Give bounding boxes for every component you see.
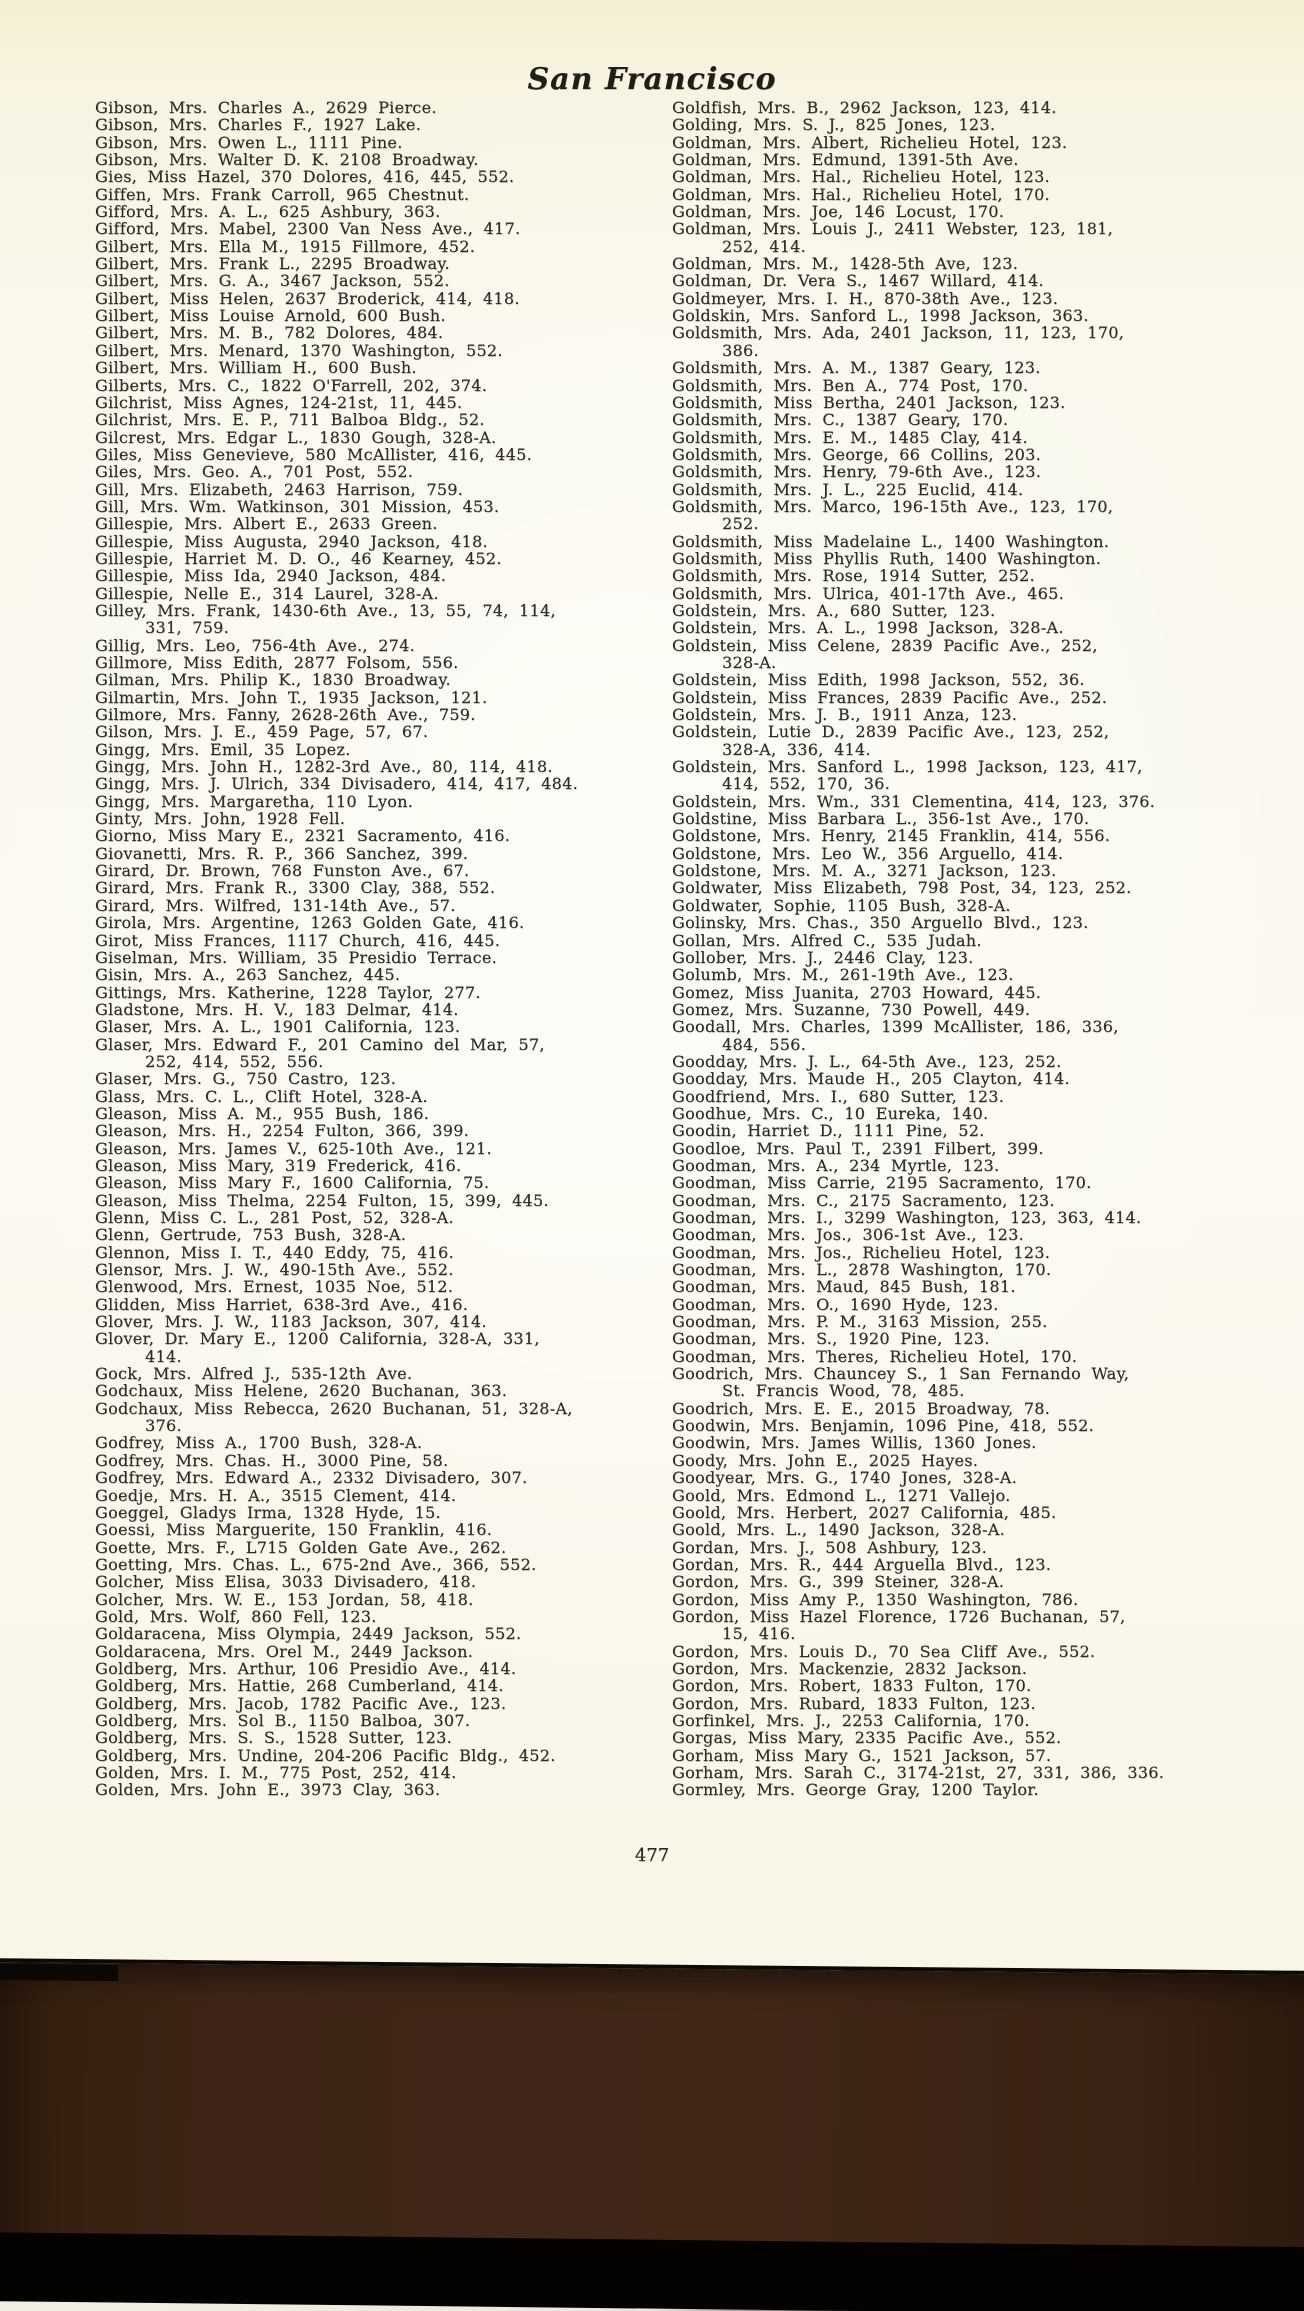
directory-entry: Goodrich, Mrs. E. E., 2015 Broadway, 78.: [672, 1398, 1051, 1418]
directory-entry: Gilson, Mrs. J. E., 459 Page, 57, 67.: [95, 722, 429, 742]
scan-band-brown: [0, 1958, 1304, 2272]
directory-entry: Gibson, Mrs. Charles A., 2629 Pierce.: [95, 98, 437, 117]
page-title: San Francisco: [527, 62, 777, 97]
directory-entry: Goldaracena, Mrs. Orel M., 2449 Jackson.: [95, 1641, 474, 1661]
directory-entry: Goldstein, Mrs. J. B., 1911 Anza, 123.: [672, 705, 1018, 725]
directory-entry: Gladstone, Mrs. H. V., 183 Delmar, 414.: [95, 999, 459, 1019]
directory-entry: Gordon, Mrs. Louis D., 70 Sea Cliff Ave., 552.: [672, 1641, 1096, 1661]
directory-column-right: [672, 99, 1287, 1799]
directory-entry: Goodman, Mrs. Theres, Richelieu Hotel, 170.: [672, 1346, 1078, 1366]
directory-entry: Gordon, Miss Hazel Florence, 1726 Buchanan, 57,: [672, 1606, 1126, 1626]
directory-entry: Gilley, Mrs. Frank, 1430-6th Ave., 13, 55, 74, 114,: [95, 600, 556, 620]
directory-entry: Goette, Mrs. F., L715 Golden Gate Ave., 262.: [95, 1537, 507, 1557]
directory-entry: Gingg, Mrs. J. Ulrich, 334 Divisadero, 414, 417, 484.: [95, 774, 579, 794]
directory-entry-continuation: 252, 414.: [722, 236, 807, 256]
directory-entry: Goldman, Mrs. Albert, Richelieu Hotel, 123.: [672, 132, 1068, 152]
directory-entry: Gleason, Miss Thelma, 2254 Fulton, 15, 399, 445.: [95, 1190, 549, 1210]
directory-entry: Goldsmith, Mrs. A. M., 1387 Geary, 123.: [672, 358, 1041, 378]
directory-entry: Gilbert, Mrs. M. B., 782 Dolores, 484.: [95, 323, 444, 343]
directory-entry-continuation: 328-A, 336, 414.: [722, 739, 871, 759]
directory-entry: Girola, Mrs. Argentine, 1263 Golden Gate, 416.: [95, 913, 525, 933]
directory-entry: Goetting, Mrs. Chas. L., 675-2nd Ave., 366, 552.: [95, 1554, 537, 1574]
directory-entry: Gillespie, Nelle E., 314 Laurel, 328-A.: [95, 583, 439, 603]
directory-entry: Gorham, Mrs. Sarah C., 3174-21st, 27, 331, 386, 336.: [672, 1763, 1165, 1782]
directory-entry: Gittings, Mrs. Katherine, 1228 Taylor, 277.: [95, 982, 481, 1002]
directory-entry: Goldman, Mrs. Hal., Richelieu Hotel, 123.: [672, 167, 1050, 187]
directory-entry: Giovanetti, Mrs. R. P., 366 Sanchez, 399.: [95, 843, 469, 863]
directory-entry: Gilmartin, Mrs. John T., 1935 Jackson, 121.: [95, 687, 488, 707]
directory-entry: Gilbert, Mrs. William H., 600 Bush.: [95, 358, 417, 378]
directory-entry: Gisin, Mrs. A., 263 Sanchez, 445.: [95, 965, 401, 985]
directory-entry: Gilchrist, Miss Agnes, 124-21st, 11, 445.: [95, 392, 463, 412]
directory-entry: Goldstone, Mrs. Leo W., 356 Arguello, 414.: [672, 843, 1064, 863]
directory-entry: Goldstein, Mrs. A. L., 1998 Jackson, 328-A.: [672, 618, 1064, 638]
directory-entry: Goodman, Mrs. I., 3299 Washington, 123, 363, 414.: [672, 1208, 1142, 1227]
directory-entry: Glaser, Mrs. A. L., 1901 California, 123.: [95, 1017, 461, 1037]
directory-entry: Goodman, Miss Carrie, 2195 Sacramento, 170.: [672, 1173, 1092, 1193]
directory-entry: Goldman, Mrs. Louis J., 2411 Webster, 123, 181,: [672, 219, 1114, 239]
directory-entry: Goldaracena, Miss Olympia, 2449 Jackson, 552.: [95, 1624, 522, 1644]
directory-entry: Goldstein, Miss Frances, 2839 Pacific Ave., 252.: [672, 687, 1108, 707]
directory-entry: Gifford, Mrs. Mabel, 2300 Van Ness Ave., 417.: [95, 219, 521, 239]
directory-entry: Gorfinkel, Mrs. J., 2253 California, 170.: [672, 1710, 1030, 1730]
directory-entry: Gilmore, Mrs. Fanny, 2628-26th Ave., 759.: [95, 705, 476, 725]
directory-entry: Goessi, Miss Marguerite, 150 Franklin, 416.: [95, 1520, 493, 1540]
directory-entry: Godchaux, Miss Helene, 2620 Buchanan, 363.: [95, 1381, 508, 1401]
directory-entry: Golden, Mrs. John E., 3973 Clay, 363.: [95, 1780, 441, 1800]
directory-entry: Girard, Mrs. Wilfred, 131-14th Ave., 57.: [95, 895, 456, 915]
directory-entry-continuation: 328-A.: [722, 653, 777, 672]
directory-entry: Gordon, Mrs. Mackenzie, 2832 Jackson.: [672, 1658, 1028, 1678]
directory-entry: Goodman, Mrs. P. M., 3163 Mission, 255.: [672, 1312, 1048, 1332]
directory-entry: Gingg, Mrs. Emil, 35 Lopez.: [95, 739, 351, 759]
directory-entry: Godchaux, Miss Rebecca, 2620 Buchanan, 51, 328-A,: [95, 1398, 573, 1418]
directory-entry-continuation: 15, 416.: [722, 1624, 796, 1644]
directory-entry: Goodall, Mrs. Charles, 1399 McAllister, 186, 336,: [672, 1017, 1119, 1037]
directory-entry: Glidden, Miss Harriet, 638-3rd Ave., 416.: [95, 1294, 469, 1314]
directory-entry: Girard, Dr. Brown, 768 Funston Ave., 67.: [95, 861, 470, 881]
directory-entry: Gill, Mrs. Elizabeth, 2463 Harrison, 759.: [95, 479, 464, 499]
directory-entry: Gomez, Mrs. Suzanne, 730 Powell, 449.: [672, 999, 1031, 1019]
directory-entry: Gleason, Mrs. James V., 625-10th Ave., 121.: [95, 1138, 492, 1158]
directory-entry: Gleason, Miss Mary, 319 Frederick, 416.: [95, 1155, 462, 1175]
directory-entry: Golden, Mrs. I. M., 775 Post, 252, 414.: [95, 1763, 457, 1782]
directory-entry: Gibson, Mrs. Walter D. K. 2108 Broadway.: [95, 150, 479, 170]
directory-entry: Goldsmith, Miss Bertha, 2401 Jackson, 123.: [672, 392, 1066, 412]
directory-entry: Gorham, Miss Mary G., 1521 Jackson, 57.: [672, 1745, 1052, 1765]
directory-entry: Glaser, Mrs. Edward F., 201 Camino del Mar, 57,: [95, 1034, 545, 1054]
directory-entry: Gingg, Mrs. John H., 1282-3rd Ave., 80, 114, 418.: [95, 757, 553, 777]
directory-entry: Goldsmith, Mrs. Henry, 79-6th Ave., 123.: [672, 462, 1042, 482]
directory-entry: Gollan, Mrs. Alfred C., 535 Judah.: [672, 930, 982, 950]
directory-entry: Goldberg, Mrs. Jacob, 1782 Pacific Ave., 123.: [95, 1693, 507, 1713]
directory-entry: Goody, Mrs. John E., 2025 Hayes.: [672, 1450, 979, 1470]
directory-entry: Gilcrest, Mrs. Edgar L., 1830 Gough, 328-A.: [95, 427, 497, 447]
directory-entry: Goldstein, Miss Edith, 1998 Jackson, 552, 36.: [672, 670, 1085, 690]
directory-entry: Gollober, Mrs. J., 2446 Clay, 123.: [672, 947, 974, 967]
directory-entry: Goldskin, Mrs. Sanford L., 1998 Jackson, 363.: [672, 306, 1089, 326]
directory-entry: Goodloe, Mrs. Paul T., 2391 Filbert, 399.: [672, 1138, 1044, 1158]
directory-entry-continuation: 414, 552, 170, 36.: [722, 774, 890, 794]
directory-entry: Goeggel, Gladys Irma, 1328 Hyde, 15.: [95, 1502, 441, 1522]
directory-entry: Goodman, Mrs. L., 2878 Washington, 170.: [672, 1260, 1052, 1280]
directory-entry: Goldsmith, Miss Madelaine L., 1400 Washington.: [672, 531, 1110, 551]
directory-entry: Gillig, Mrs. Leo, 756-4th Ave., 274.: [95, 635, 416, 655]
directory-entry: Goldberg, Mrs. Arthur, 106 Presidio Ave., 414.: [95, 1658, 517, 1678]
directory-entry: Gordan, Mrs. R., 444 Arguella Blvd., 123.: [672, 1554, 1052, 1574]
directory-entry-continuation: 252.: [722, 514, 759, 534]
directory-entry: Goldman, Mrs. Edmund, 1391-5th Ave.: [672, 150, 1019, 170]
directory-entry: Godfrey, Mrs. Chas. H., 3000 Pine, 58.: [95, 1450, 449, 1470]
directory-entry: Goodhue, Mrs. C., 10 Eureka, 140.: [672, 1103, 989, 1123]
page-number: 477: [634, 1845, 670, 1866]
directory-entry: Glass, Mrs. C. L., Clift Hotel, 328-A.: [95, 1086, 428, 1106]
directory-entry: Glenn, Miss C. L., 281 Post, 52, 328-A.: [95, 1208, 454, 1227]
directory-entry: Goold, Mrs. Herbert, 2027 California, 485.: [672, 1502, 1057, 1522]
directory-entry: Goodday, Mrs. J. L., 64-5th Ave., 123, 252.: [672, 1051, 1062, 1071]
directory-entry: Gleason, Miss Mary F., 1600 California, 75.: [95, 1173, 490, 1193]
directory-entry: Gordon, Miss Amy P., 1350 Washington, 786.: [672, 1589, 1079, 1609]
directory-entry: Goldsmith, Mrs. George, 66 Collins, 203.: [672, 444, 1041, 464]
directory-entry: Goldman, Mrs. M., 1428-5th Ave, 123.: [672, 254, 1019, 274]
directory-entry: Goold, Mrs. Edmond L., 1271 Vallejo.: [672, 1485, 1011, 1505]
directory-entry: Giles, Miss Genevieve, 580 McAllister, 416, 445.: [95, 444, 532, 464]
directory-entry: Goodman, Mrs. S., 1920 Pine, 123.: [672, 1329, 990, 1349]
directory-entry: Girard, Mrs. Frank R., 3300 Clay, 388, 552.: [95, 878, 496, 898]
directory-entry: Glover, Dr. Mary E., 1200 California, 328-A, 331,: [95, 1329, 540, 1349]
directory-entry: Goldstein, Mrs. Wm., 331 Clementina, 414, 123, 376.: [672, 791, 1156, 811]
directory-entry: Goldberg, Mrs. Hattie, 268 Cumberland, 414.: [95, 1676, 504, 1696]
scan-edge-shadow: [0, 1964, 118, 1981]
directory-entry: Gillespie, Mrs. Albert E., 2633 Green.: [95, 514, 438, 534]
directory-entry: Gordon, Mrs. Robert, 1833 Fulton, 170.: [672, 1676, 1032, 1696]
directory-entry: Glover, Mrs. J. W., 1183 Jackson, 307, 414.: [95, 1312, 487, 1332]
directory-entry: Gilbert, Miss Helen, 2637 Broderick, 414, 418.: [95, 288, 520, 308]
directory-entry: Gilbert, Mrs. Frank L., 2295 Broadway.: [95, 254, 450, 274]
directory-entry: Godfrey, Mrs. Edward A., 2332 Divisadero, 307.: [95, 1468, 528, 1488]
directory-entry: Gormley, Mrs. George Gray, 1200 Taylor.: [672, 1780, 1039, 1800]
directory-entry: Gordon, Mrs. G., 399 Steiner, 328-A.: [672, 1572, 1005, 1592]
directory-entry: Goodman, Mrs. Maud, 845 Bush, 181.: [672, 1277, 1016, 1297]
directory-entry: Golding, Mrs. S. J., 825 Jones, 123.: [672, 115, 996, 135]
directory-entry-continuation: 252, 414, 552, 556.: [145, 1051, 324, 1071]
directory-entry: Goldman, Dr. Vera S., 1467 Willard, 414.: [672, 271, 1044, 291]
directory-entry: Goldwater, Miss Elizabeth, 798 Post, 34, 123, 252.: [672, 878, 1132, 898]
directory-entry: Goodin, Harriet D., 1111 Pine, 52.: [672, 1121, 985, 1141]
directory-entry: Goodyear, Mrs. G., 1740 Jones, 328-A.: [672, 1468, 1017, 1488]
directory-entry: Godfrey, Miss A., 1700 Bush, 328-A.: [95, 1433, 423, 1453]
directory-entry: Gillespie, Harriet M. D. O., 46 Kearney, 452.: [95, 548, 502, 568]
directory-entry: Gorgas, Miss Mary, 2335 Pacific Ave., 552.: [672, 1728, 1062, 1748]
directory-entry: Gilbert, Mrs. Ella M., 1915 Fillmore, 452.: [95, 236, 476, 256]
directory-entry: Glenwood, Mrs. Ernest, 1035 Noe, 512.: [95, 1277, 454, 1297]
directory-entry-continuation: St. Francis Wood, 78, 485.: [722, 1381, 965, 1401]
directory-entry: Gibson, Mrs. Owen L., 1111 Pine.: [95, 132, 403, 152]
directory-entry: Gilman, Mrs. Philip K., 1830 Broadway.: [95, 670, 451, 690]
directory-entry: Goodday, Mrs. Maude H., 205 Clayton, 414.: [672, 1069, 1070, 1089]
directory-entry: Goodfriend, Mrs. I., 680 Sutter, 123.: [672, 1086, 1005, 1106]
directory-entry: Gillespie, Miss Ida, 2940 Jackson, 484.: [95, 566, 447, 586]
directory-entry: Golumb, Mrs. M., 261-19th Ave., 123.: [672, 965, 1014, 985]
directory-entry: Glensor, Mrs. J. W., 490-15th Ave., 552.: [95, 1260, 454, 1280]
directory-entry: Golcher, Mrs. W. E., 153 Jordan, 58, 418.: [95, 1589, 474, 1609]
directory-entry-continuation: 484, 556.: [722, 1034, 807, 1054]
directory-entry: Goldsmith, Mrs. Ada, 2401 Jackson, 11, 123, 170,: [672, 323, 1125, 343]
directory-entry: Golinsky, Mrs. Chas., 350 Arguello Blvd., 123.: [672, 913, 1089, 933]
directory-entry: Goldstein, Mrs. A., 680 Sutter, 123.: [672, 600, 996, 620]
directory-entry: Gilchrist, Mrs. E. P., 711 Balboa Bldg., 52.: [95, 410, 485, 430]
directory-entry: Goldsmith, Mrs. Ulrica, 401-17th Ave., 465.: [672, 583, 1064, 603]
directory-entry: Goodwin, Mrs. James Willis, 1360 Jones.: [672, 1433, 1037, 1453]
directory-entry: Girot, Miss Frances, 1117 Church, 416, 445.: [95, 930, 501, 950]
directory-entry: Goldsmith, Miss Phyllis Ruth, 1400 Washington.: [672, 548, 1102, 568]
directory-entry: Goodman, Mrs. A., 234 Myrtle, 123.: [672, 1155, 1000, 1175]
directory-entry: Gleason, Miss A. M., 955 Bush, 186.: [95, 1103, 430, 1123]
directory-entry: Goldsmith, Mrs. Marco, 196-15th Ave., 123, 170,: [672, 496, 1114, 516]
directory-entry: Gillespie, Miss Augusta, 2940 Jackson, 418.: [95, 531, 488, 551]
directory-entry: Giselman, Mrs. William, 35 Presidio Terrace.: [95, 947, 497, 967]
directory-entry: Gilberts, Mrs. C., 1822 O'Farrell, 202, 374.: [95, 375, 488, 395]
directory-entry-continuation: 386.: [722, 340, 759, 360]
directory-entry: Goold, Mrs. L., 1490 Jackson, 328-A.: [672, 1520, 1005, 1540]
directory-entry: Goldstine, Miss Barbara L., 356-1st Ave., 170.: [672, 809, 1090, 829]
directory-entry: Goldsmith, Mrs. J. L., 225 Euclid, 414.: [672, 479, 1024, 499]
directory-entry: Gilbert, Mrs. G. A., 3467 Jackson, 552.: [95, 271, 450, 291]
directory-entry: Gold, Mrs. Wolf, 860 Fell, 123.: [95, 1606, 377, 1626]
directory-entry: Goldberg, Mrs. Undine, 204-206 Pacific Bldg., 452.: [95, 1745, 556, 1765]
directory-entry: Goldsmith, Mrs. Rose, 1914 Sutter, 252.: [672, 566, 1035, 586]
directory-entry: Goodrich, Mrs. Chauncey S., 1 San Fernando Way,: [672, 1364, 1130, 1384]
directory-entry: Goldwater, Sophie, 1105 Bush, 328-A.: [672, 895, 1011, 915]
directory-entry: Goldberg, Mrs. Sol B., 1150 Balboa, 307.: [95, 1710, 471, 1730]
directory-entry: Goldsmith, Mrs. C., 1387 Geary, 170.: [672, 410, 1009, 430]
directory-entry-continuation: 414.: [145, 1346, 182, 1366]
directory-entry: Goldberg, Mrs. S. S., 1528 Sutter, 123.: [95, 1728, 452, 1748]
directory-entry: Goldstein, Miss Celene, 2839 Pacific Ave., 252,: [672, 635, 1098, 655]
directory-entry: Giles, Mrs. Geo. A., 701 Post, 552.: [95, 462, 414, 482]
directory-entry: Gies, Miss Hazel, 370 Dolores, 416, 445, 552.: [95, 167, 515, 187]
directory-entry: Gilbert, Miss Louise Arnold, 600 Bush.: [95, 306, 446, 326]
directory-entry: Giffen, Mrs. Frank Carroll, 965 Chestnut.: [95, 184, 470, 204]
directory-entry: Gordon, Mrs. Rubard, 1833 Fulton, 123.: [672, 1693, 1036, 1713]
directory-entry: Ginty, Mrs. John, 1928 Fell.: [95, 809, 346, 829]
directory-entry: Goldmeyer, Mrs. I. H., 870-38th Ave., 123.: [672, 288, 1059, 308]
directory-entry: Gomez, Miss Juanita, 2703 Howard, 445.: [672, 982, 1042, 1002]
directory-entry: Goldstone, Mrs. M. A., 3271 Jackson, 123.: [672, 861, 1057, 881]
directory-entry: Goldfish, Mrs. B., 2962 Jackson, 123, 414.: [672, 98, 1057, 117]
directory-entry: Goodman, Mrs. C., 2175 Sacramento, 123.: [672, 1190, 1055, 1210]
directory-entry: Gilbert, Mrs. Menard, 1370 Washington, 552.: [95, 340, 503, 360]
directory-entry: Goodman, Mrs. Jos., Richelieu Hotel, 123.: [672, 1242, 1051, 1262]
directory-entry: Goodman, Mrs. O., 1690 Hyde, 123.: [672, 1294, 999, 1314]
directory-entry: Goedje, Mrs. H. A., 3515 Clement, 414.: [95, 1485, 457, 1505]
directory-entry: Gleason, Mrs. H., 2254 Fulton, 366, 399.: [95, 1121, 470, 1141]
directory-entry: Goldsmith, Mrs. E. M., 1485 Clay, 414.: [672, 427, 1028, 447]
directory-entry: Giorno, Miss Mary E., 2321 Sacramento, 416.: [95, 826, 511, 846]
directory-entry: Gillmore, Miss Edith, 2877 Folsom, 556.: [95, 653, 459, 672]
directory-entry: Gock, Mrs. Alfred J., 535-12th Ave.: [95, 1364, 413, 1384]
directory-entry: Gibson, Mrs. Charles F., 1927 Lake.: [95, 115, 422, 135]
directory-entry: Goldstein, Lutie D., 2839 Pacific Ave., 123, 252,: [672, 722, 1110, 742]
directory-entry: Goldstone, Mrs. Henry, 2145 Franklin, 414, 556.: [672, 826, 1111, 846]
scan-bottom-area: [0, 1950, 1304, 2311]
directory-entry: Goldsmith, Mrs. Ben A., 774 Post, 170.: [672, 375, 1029, 395]
directory-entry: Gill, Mrs. Wm. Watkinson, 301 Mission, 453.: [95, 496, 500, 516]
directory-entry: Goodwin, Mrs. Benjamin, 1096 Pine, 418, 552.: [672, 1416, 1094, 1436]
directory-entry: Gordan, Mrs. J., 508 Ashbury, 123.: [672, 1537, 987, 1557]
directory-entry: Goodman, Mrs. Jos., 306-1st Ave., 123.: [672, 1225, 1024, 1245]
directory-entry: Gingg, Mrs. Margaretha, 110 Lyon.: [95, 791, 414, 811]
directory-entry: Goldman, Mrs. Joe, 146 Locust, 170.: [672, 202, 1005, 222]
directory-column-left: [95, 99, 670, 1799]
directory-entry: Glenn, Gertrude, 753 Bush, 328-A.: [95, 1225, 407, 1245]
directory-entry: Glennon, Miss I. T., 440 Eddy, 75, 416.: [95, 1242, 454, 1262]
directory-entry-continuation: 376.: [145, 1416, 182, 1436]
directory-entry: Gifford, Mrs. A. L., 625 Ashbury, 363.: [95, 202, 441, 222]
directory-entry-continuation: 331, 759.: [145, 618, 230, 638]
directory-entry: Goldstein, Mrs. Sanford L., 1998 Jackson, 123, 417,: [672, 757, 1143, 777]
directory-entry: Goldman, Mrs. Hal., Richelieu Hotel, 170.: [672, 184, 1050, 204]
directory-entry: Golcher, Miss Elisa, 3033 Divisadero, 418.: [95, 1572, 477, 1592]
directory-entry: Glaser, Mrs. G., 750 Castro, 123.: [95, 1069, 397, 1089]
